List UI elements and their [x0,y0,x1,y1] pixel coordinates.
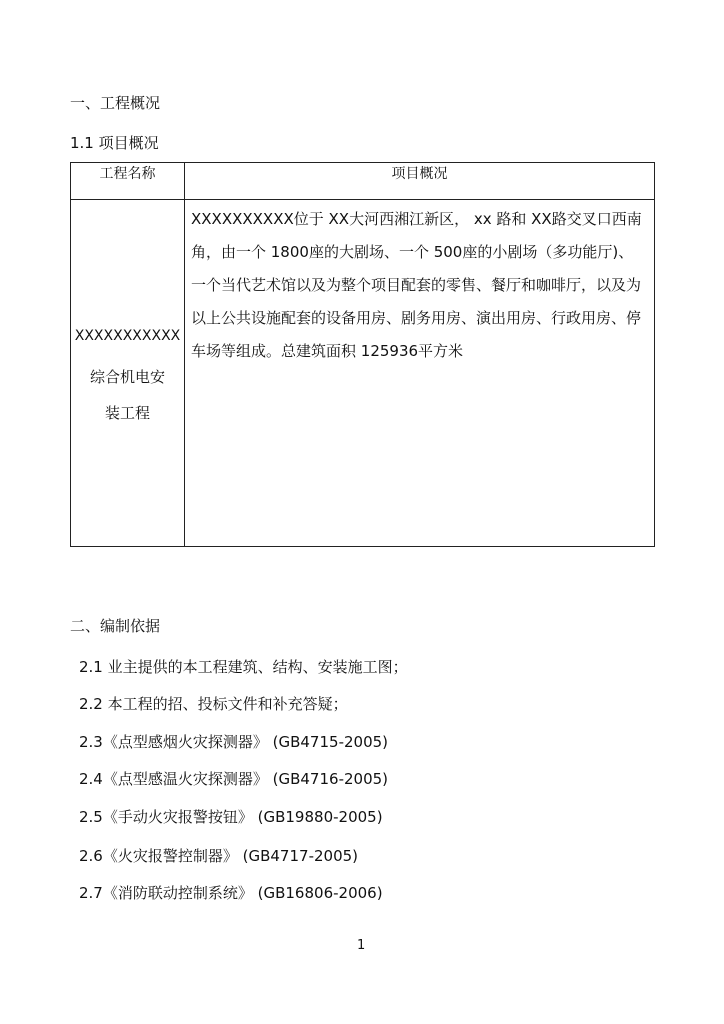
basis-item-2-5: 2.5《手动火灾报警按钮》 (GB19880-2005) [79,808,383,826]
project-name-line-3: 装工程 [104,404,150,422]
table-header-row [71,163,655,200]
section-1-1-heading: 1.1 项目概况 [70,134,159,152]
col-header-project-overview: 项目概况 [185,163,655,200]
project-description-cell [185,200,655,547]
section-2-heading: 二、编制依据 [70,617,161,635]
project-description: XXXXXXXXXX位于 XX大河西湘江新区， xx 路和 XX路交叉口西南角，由一个 1800座的大剧场、一个 500座的小剧场（多功能厅)、一个当代艺术馆以及为整个项目配套的零售、餐厅和咖啡厅，以及为以上公共设施配套的设备用房、剧务用房、演出用房、行政用房、停车场等组成。总建筑面积 125936平方米 [191,210,642,360]
project-name-line-2: 综合机电安 [89,368,165,386]
basis-item-2-1: 2.1 业主提供的本工程建筑、结构、安装施工图； [79,658,408,676]
project-name-cell [71,200,185,547]
project-overview-table [70,162,655,547]
project-name-line-1: XXXXXXXXXXX [74,328,181,344]
basis-item-2-4: 2.4《点型感温火灾探测器》 (GB4716-2005) [79,770,389,788]
basis-item-2-2: 2.2 本工程的招、投标文件和补充答疑； [79,695,348,713]
table-row [71,200,655,547]
col-header-project-name: 工程名称 [71,163,185,200]
basis-item-2-7: 2.7《消防联动控制系统》 (GB16806-2006) [79,884,383,902]
basis-item-2-6: 2.6《火灾报警控制器》 (GB4717-2005) [79,847,359,865]
basis-item-2-3: 2.3《点型感烟火灾探测器》 (GB4715-2005) [79,733,389,751]
page-number: 1 [357,938,366,953]
section-1-heading: 一、工程概况 [70,94,161,112]
